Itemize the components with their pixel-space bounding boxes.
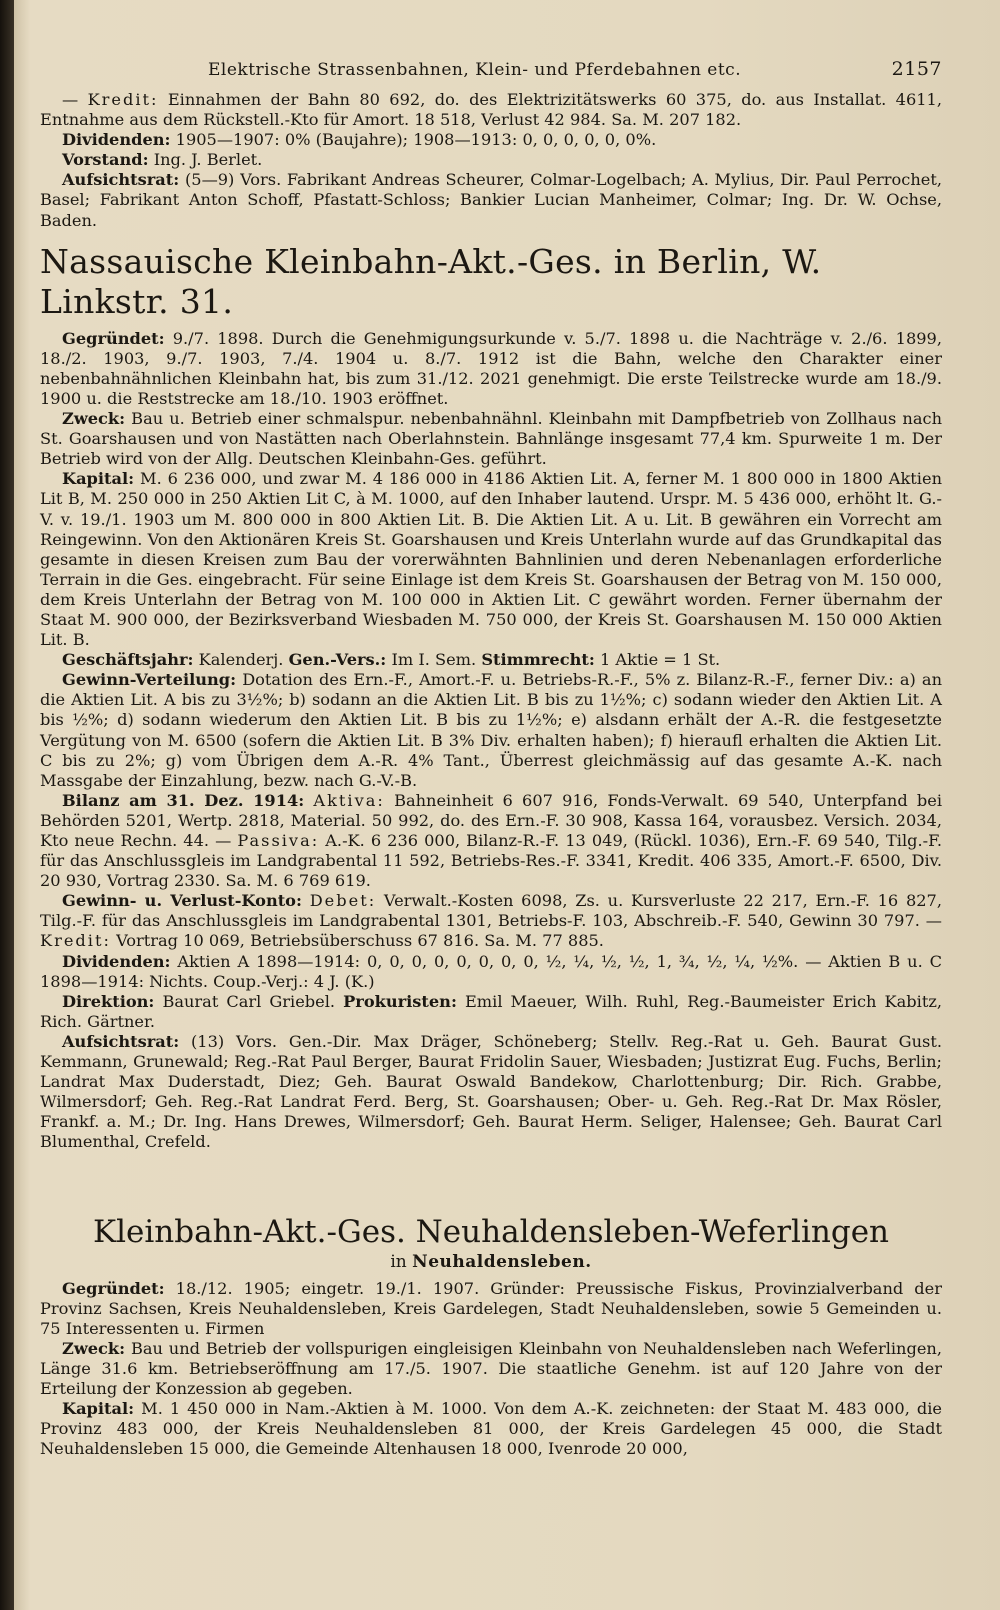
nassau-gewinn-verlust: Gewinn- u. Verlust-Konto: Debet: Verwalt.-Kosten 6098, Zs. u. Kursverluste 22 217, Ern.-F. 16 827, Tilg.-F. für das Anschlussgleis im Landgrabental 1301, Betriebs-F. 103, Abschreib.-F. 540, Gewinn 30 797. — Kredit: Vortrag 10 069, Betriebsüberschuss 67 816. Sa. M. 77 885. — [40, 891, 942, 951]
company-title-nassauische: Nassauische Kleinbahn-Akt.-Ges. in Berlin, W. Linkstr. 31. — [40, 241, 822, 321]
company-title-neuhaldensleben: Kleinbahn-Akt.-Ges. Neuhaldensleben-Weferlingen — [92, 1213, 890, 1250]
neuh-kapital: Kapital: M. 1 450 000 in Nam.-Aktien à M. 1000. Von dem A.-K. zeichneten: der Staat M. 483 000, die Provinz 483 000, der Kreis Neuhaldensleben 81 000, der Kreis Gardelegen 45 000, die Stadt Neuhaldensleben 15 000, die Gemeinde Altenhausen 18 000, Ivenrode 20 000, — [40, 1399, 942, 1459]
neuh-gegruendet: Gegründet: 18./12. 1905; eingetr. 19./1. 1907. Gründer: Preussische Fiskus, Provinzialverband der Provinz Sachsen, Kreis Neuhaldensleben, Kreis Gardelegen, Stadt Neuhaldensleben, sowie 5 Gemeinden u. 75 Interessenten u. Firmen — [40, 1278, 942, 1338]
company-subtitle-neuhaldensleben: in Neuhaldensleben. — [390, 1251, 592, 1272]
running-header — [40, 54, 942, 90]
nassau-direktion: Direktion: Baurat Carl Griebel. Prokuristen: Emil Maeuer, Wilh. Ruhl, Reg.-Baumeister Erich Kabitz, Rich. Gärtner. — [40, 991, 942, 1031]
prev-dividenden: Dividenden: 1905—1907: 0% (Baujahre); 1908—1913: 0, 0, 0, 0, 0, 0%. — [62, 130, 657, 150]
nassau-gegruendet: Gegründet: 9./7. 1898. Durch die Genehmigungsurkunde v. 5./7. 1898 u. die Nachträge v. 2./6. 1899, 18./2. 1903, 9./7. 1903, 7./4. 1904 u. 8./7. 1912 ist die Bahn, welche den Charakter einer nebenbahnähnlichen Kleinbahn hat, bis zum 31./12. 2021 genehmigt. Die erste Teilstrecke wurde am 18./9. 1900 u. die Reststrecke am 18./10. 1903 eröffnet. — [40, 328, 942, 408]
neuh-zweck: Zweck: Bau und Betrieb der vollspurigen eingleisigen Kleinbahn von Neuhaldensleben nach Weferlingen, Länge 31.6 km. Betriebseröffnung am 17./5. 1907. Die staatliche Genehm. ist auf 120 Jahre von der Erteilung der Konzession ab gegeben. — [40, 1338, 942, 1398]
prev-kredit: — Kredit: Einnahmen der Bahn 80 692, do. des Elektrizitätswerks 60 375, do. aus Installat. 4611, Entnahme aus dem Rückstell.-Kto für Amort. 18 518, Verlust 42 984. Sa. M. 207 182. — [40, 90, 942, 130]
nassau-gewinn-verteilung: Gewinn-Verteilung: Dotation des Ern.-F., Amort.-F. u. Betriebs-R.-F., 5% z. Bilanz-R.-F., ferner Div.: a) an die Aktien Lit. A bis zu 3½%; b) sodann an die Aktien Lit. B bis zu 1½%; c) sodann wieder den Aktien Lit. A bis ½%; d) sodann wiederum den Aktien Lit. B bis zu 1½%; e) alsdann erhält der A.-R. die festgesetzte Vergütung von M. 6500 (sofern die Aktien Lit. B 3% Div. erhalten haben); f) hieraufl erhalten die Aktien Lit. C bis zu 2%; g) vom Übrigen dem A.-R. 4% Tant., Überrest gleichmässig auf das gesamte A.-K. nach Massgabe der Einzahlung, bezw. nach G.-V.-B. — [40, 670, 942, 790]
page-number: 2157 — [891, 58, 942, 80]
kredit-label: Kredit: — [87, 90, 159, 109]
nassau-aufsichtsrat: Aufsichtsrat: (13) Vors. Gen.-Dir. Max Dräger, Schöneberg; Stellv. Reg.-Rat u. Geh. Baurat Gust. Kemmann, Grunewald; Reg.-Rat Paul Berger, Baurat Fridolin Sauer, Wiesbaden; Justizrat Eug. Fuchs, Berlin; Landrat Max Duderstadt, Diez; Geh. Baurat Oswald Bandekow, Charlottenburg; Dir. Rich. Grabbe, Wilmersdorf; Geh. Reg.-Rat Landrat Ferd. Berg, St. Goarshausen; Ober- u. Geh. Reg.-Rat Dr. Max Rösler, Frankf. a. M.; Dr. Ing. Hans Drewes, Wilmersdorf; Geh. Baurat Herm. Seliger, Halensee; Geh. Baurat Carl Blumenthal, Crefeld. — [40, 1031, 942, 1152]
nassau-kapital: Kapital: M. 6 236 000, und zwar M. 4 186 000 in 4186 Aktien Lit. A, ferner M. 1 800 000 in 1800 Aktien Lit B, M. 250 000 in 250 Aktien Lit C, à M. 1000, auf den Inhaber lautend. Urspr. M. 5 436 000, erhöht lt. G.-V. v. 19./1. 1903 um M. 800 000 in 800 Aktien Lit. B. Die Aktien Lit. A u. Lit. B gewähren ein Vorrecht am Reingewinn. Von den Aktionären Kreis St. Goarshausen und Kreis Unterlahn wurde auf das Grundkapital das gesamte in diesen Kreisen zum Bau der vorerwähnten Bahnlinien und deren Nebenanlagen erforderliche Terrain in die Ges. eingebracht. Für seine Einlage ist dem Kreis St. Goarshausen der Betrag von M. 150 000, dem Kreis Unterlahn der Betrag von M. 100 000 in Aktien Lit. C gewährt worden. Ferner übernahm der Staat M. 900 000, der Bezirksverband Wiesbaden M. 750 000, der Kreis St. Goarshausen M. 150 000 Aktien Lit. B. — [40, 469, 942, 650]
nassau-geschaeftsjahr: Geschäftsjahr: Kalenderj. Gen.-Vers.: Im I. Sem. Stimmrecht: 1 Aktie = 1 St. — [62, 650, 721, 670]
nassau-zweck: Zweck: Bau u. Betrieb einer schmalspur. nebenbahnähnl. Kleinbahn mit Dampfbetrieb von Zollhaus nach St. Goarshausen und von Nastätten nach Oberlahnstein. Bahnlänge insgesamt 77,4 km. Spurweite 1 m. Der Betrieb wird von der Allg. Deutschen Kleinbahn-Ges. geführt. — [40, 409, 942, 469]
prev-vorstand: Vorstand: Ing. J. Berlet. — [62, 150, 263, 170]
nassau-dividenden: Dividenden: Aktien A 1898—1914: 0, 0, 0, 0, 0, 0, 0, 0, ½, ¼, ½, ½, 1, ¾, ½, ¼, ½%. — Aktien B u. C 1898—1914: Nichts. Coup.-Verj.: 4 J. (K.) — [40, 951, 942, 991]
prev-aufsichtsrat: Aufsichtsrat: (5—9) Vors. Fabrikant Andreas Scheurer, Colmar-Logelbach; A. Mylius, Dir. Paul Perrochet, Basel; Fabrikant Anton Schoff, Pfastatt-Schloss; Bankier Lucian Manheimer, Colmar; Ing. Dr. W. Ochse, Baden. — [40, 170, 942, 230]
page-content — [40, 54, 942, 1459]
book-spine — [0, 0, 14, 1610]
nassau-bilanz: Bilanz am 31. Dez. 1914: Aktiva: Bahneinheit 6 607 916, Fonds-Verwalt. 69 540, Unterpfand bei Behörden 5201, Wertp. 2818, Material. 50 992, do. des Ern.-F. 30 908, Kassa 164, vorausbez. Versich. 2034, Kto neue Rechn. 44. — Passiva: A.-K. 6 236 000, Bilanz-R.-F. 13 049, (Rückl. 1036), Ern.-F. 69 540, Tilg.-F. für das Anschlussgleis im Landgrabental 11 592, Betriebs-Res.-F. 3341, Kredit. 406 335, Amort.-F. 6500, Div. 20 930, Vortrag 2330. Sa. M. 6 769 619. — [40, 790, 943, 891]
running-title: Elektrische Strassenbahnen, Klein- und Pferdebahnen etc. — [208, 60, 742, 80]
